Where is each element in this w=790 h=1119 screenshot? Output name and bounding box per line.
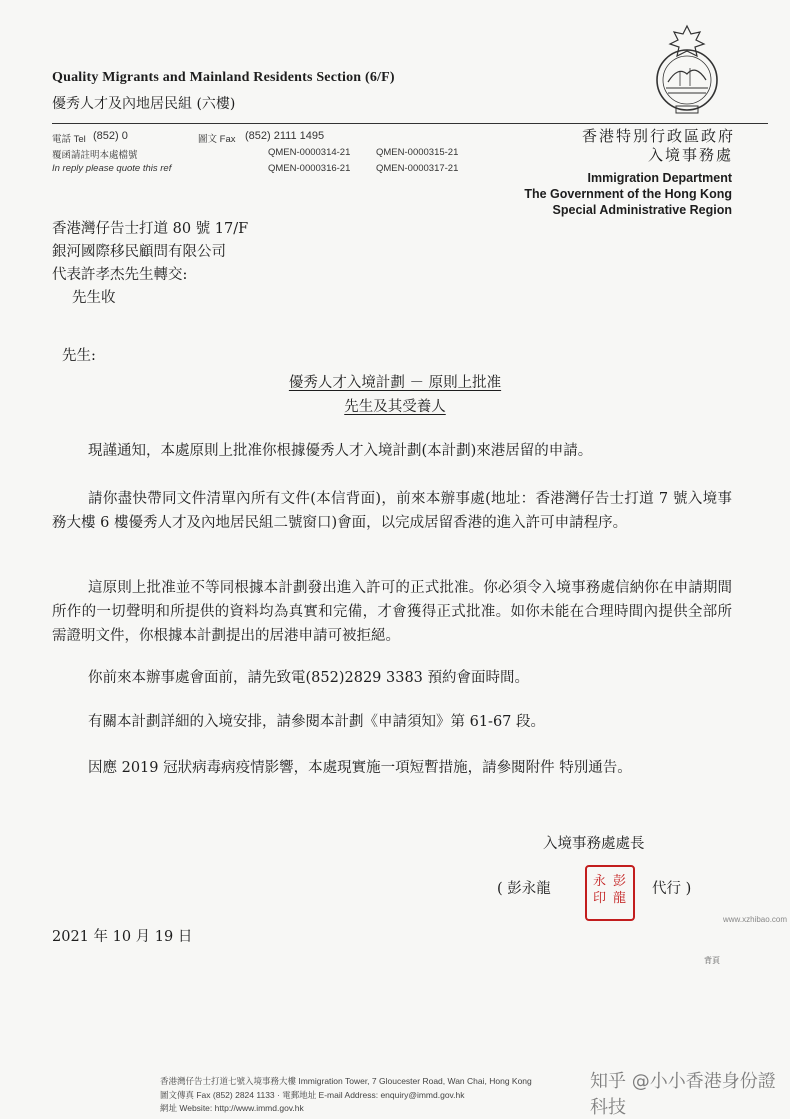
hksar-emblem-icon <box>650 22 724 114</box>
please-turn-over: 背頁 <box>704 956 720 965</box>
footer-contact: 圖文傳真 Fax (852) 2824 1133 · 電郵地址 E-mail Address: enquiry@immd.gov.hk <box>160 1090 465 1100</box>
body-paragraph: 現謹通知，本處原則上批准你根據優秀人才入境計劃(本計劃)來港居留的申請。 <box>88 443 593 459</box>
dept-en-line: Immigration Department <box>587 171 732 185</box>
address-line: 香港灣仔告士打道 80 號 17/F <box>52 221 249 237</box>
site-watermark: www.xzhibao.com <box>723 915 788 924</box>
department-name-en <box>470 170 732 218</box>
fax-label: 圖文 Fax <box>198 134 236 145</box>
dept-en-line: Special Administrative Region <box>552 203 732 217</box>
subject-text: 先生及其受養人 <box>344 399 446 415</box>
subject-line <box>0 395 790 416</box>
ref-label-zh: 覆函請註明本處檔號 <box>52 150 138 161</box>
tel-label: 電話 Tel <box>52 134 86 145</box>
fax-value: (852) 2111 1495 <box>245 130 325 142</box>
ref-number: QMEN-0000314-21 <box>268 147 351 158</box>
zhihu-watermark: 知乎 @小小香港身份證科技 <box>590 1071 776 1118</box>
section-name-en: Quality Migrants and Mainland Residents Section (6/F) <box>52 70 395 85</box>
signatory-acting: 代行 ) <box>652 881 692 897</box>
subject-line <box>0 371 790 392</box>
signatory-title: 入境事務處處長 <box>543 836 645 852</box>
dept-en-line: The Government of the Hong Kong <box>524 187 732 201</box>
dept-zh-line: 入境事務處 <box>647 146 733 164</box>
footer-address: 香港灣仔告士打道七號入境事務大樓 Immigration Tower, 7 Gloucester Road, Wan Chai, Hong Kong <box>160 1076 532 1086</box>
red-seal-stamp <box>585 865 635 921</box>
subject-text: 優秀人才入境計劃 － 原則上批准 <box>288 375 502 391</box>
signatory-name: ( 彭永龍 <box>497 881 551 897</box>
dept-zh-line: 香港特別行政區政府 <box>581 127 735 145</box>
section-name-zh: 優秀人才及內地居民組 (六樓) <box>52 96 236 112</box>
footer-website: 網址 Website: http://www.immd.gov.hk <box>160 1103 304 1113</box>
body-paragraph: 這原則上批准並不等同根據本計劃發出進入許可的正式批准。你必須令入境事務處信納你在申請期間所作的一切聲明和所提供的資料均為真實和完備，才會獲得正式批准。如你未能在合理時間內提供全部所需證明文件，你根據本計劃提出的居港申請可被拒絕。 <box>52 580 732 644</box>
address-line: 先生收 <box>72 290 116 306</box>
ref-number: QMEN-0000315-21 <box>376 147 459 158</box>
ref-number: QMEN-0000316-21 <box>268 163 351 174</box>
ref-number: QMEN-0000317-21 <box>376 163 459 174</box>
tel-value: (852) 0 <box>93 130 128 142</box>
letter-date: 2021 年 10 月 19 日 <box>52 929 193 945</box>
body-paragraph: 請你盡快帶同文件清單內所有文件(本信背面)，前來本辦事處(地址：香港灣仔告士打道 7 號入境事務大樓 6 樓優秀人才及內地居民組二號窗口)會面，以完成居留香港的進入許可申請程序。 <box>52 491 732 531</box>
body-paragraph: 因應 2019 冠狀病毒病疫情影響，本處現實施一項短暫措施，請參閱附件 特別通告。 <box>88 760 632 776</box>
seal-text: 彭龍 <box>613 874 627 906</box>
recipient-address <box>52 218 248 310</box>
salutation: 先生: <box>62 348 96 364</box>
body-paragraph: 你前來本辦事處會面前，請先致電(852)2829 3383 預約會面時間。 <box>88 670 530 686</box>
address-line: 銀河國際移民顧問有限公司 <box>52 244 226 260</box>
body-paragraph: 有關本計劃詳細的入境安排，請參閱本計劃《申請須知》第 61-67 段。 <box>88 714 546 730</box>
header-divider <box>52 123 768 124</box>
department-name-zh <box>545 127 735 165</box>
ref-label-en: In reply please quote this ref <box>52 163 172 174</box>
seal-text: 永印 <box>593 874 607 906</box>
address-line: 代表許孝杰先生轉交: <box>52 267 188 283</box>
